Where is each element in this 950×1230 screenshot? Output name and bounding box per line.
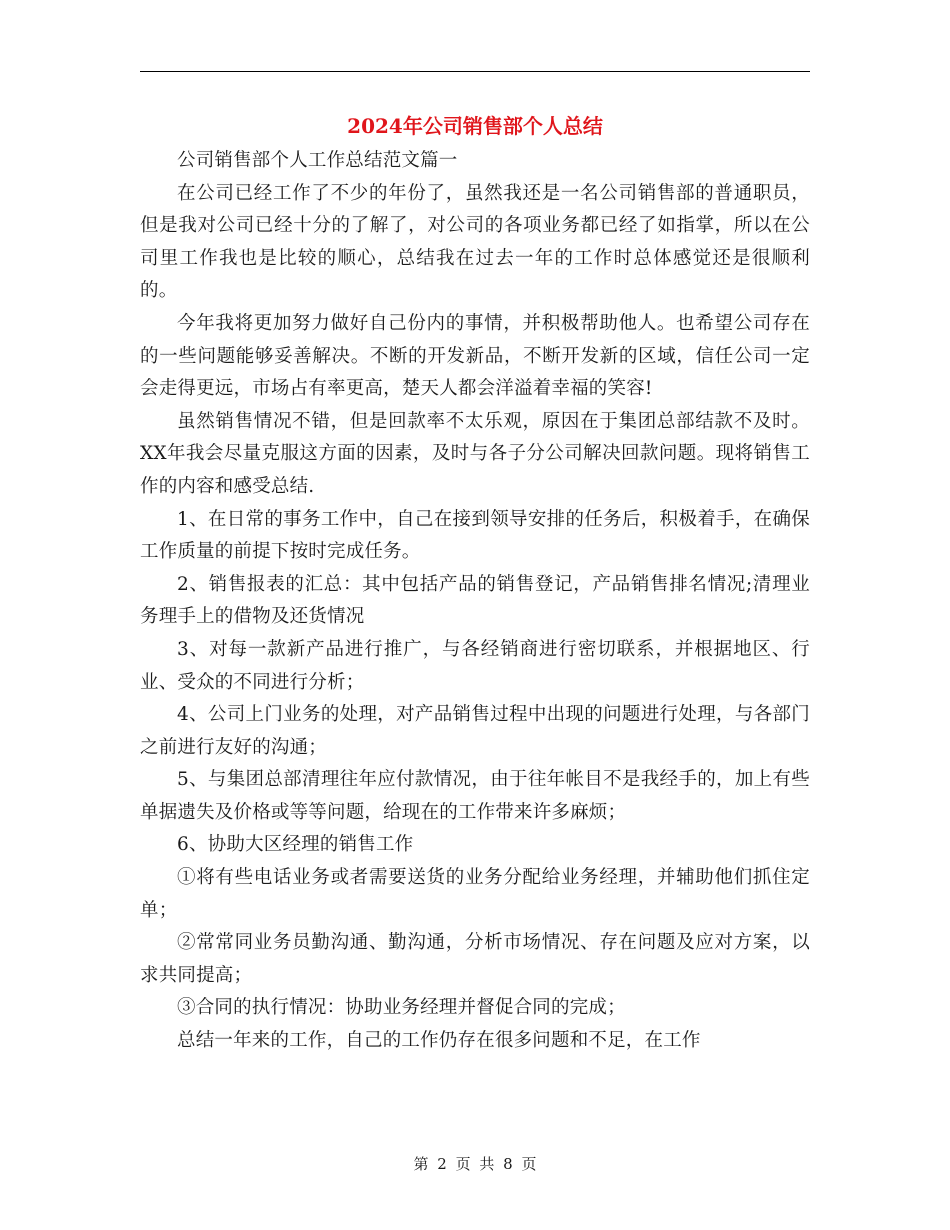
paragraph-summary: 总结一年来的工作，自己的工作仍存在很多问题和不足，在工作 (177, 1030, 701, 1052)
list-item-6: 6、协助大区经理的销售工作 (177, 834, 414, 856)
sub-item-1: ①将有些电话业务或者需要送货的业务分配给业务经理，并辅助他们抓住定单； (140, 867, 810, 921)
paragraph-2: 今年我将更加努力做好自己份内的事情，并积极帮助他人。也希望公司存在的一些问题能够妥善解决。不断的开发新品，不断开发新的区域，信任公司一定会走得更远，市场占有率更高，楚天人都会洋溢着幸福的笑容! (140, 312, 810, 400)
document-title: 2024年公司销售部个人总结 (347, 114, 603, 138)
paragraph-subtitle: 公司销售部个人工作总结范文篇一 (177, 150, 458, 171)
page-footer: 第 2 页 共 8 页 (413, 1155, 537, 1173)
header-rule (140, 71, 810, 72)
paragraph-1: 在公司已经工作了不少的年份了，虽然我还是一名公司销售部的普通职员，但是我对公司已经十分的了解了，对公司的各项业务都已经了如指掌，所以在公司里工作我也是比较的顺心，总结我在过去一年的工作时总体感觉还是很顺利的。 (140, 182, 810, 302)
list-item-1: 1、在日常的事务工作中，自己在接到领导安排的任务后，积极着手，在确保工作质量的前提下按时完成任务。 (140, 508, 810, 563)
list-item-5: 5、与集团总部清理往年应付款情况，由于往年帐目不是我经手的，加上有些单据遗失及价格或等等问题，给现在的工作带来许多麻烦； (140, 769, 810, 823)
list-item-3: 3、对每一款新产品进行推广，与各经销商进行密切联系，并根据地区、行业、受众的不同进行分析； (140, 638, 810, 693)
sub-item-2: ②常常同业务员勤沟通、勤沟通，分析市场情况、存在问题及应对方案，以求共同提高； (140, 932, 810, 986)
sub-item-3: ③合同的执行情况：协助业务经理并督促合同的完成； (177, 997, 626, 1019)
list-item-4: 4、公司上门业务的处理，对产品销售过程中出现的问题进行处理，与各部门之前进行友好的沟通； (140, 704, 810, 758)
list-item-2: 2、销售报表的汇总：其中包括产品的销售登记，产品销售排名情况;清理业务理手上的借物及还货情况 (140, 573, 810, 628)
document-body (140, 145, 810, 1058)
paragraph-3: 虽然销售情况不错，但是回款率不太乐观，原因在于集团总部结款不及时。XX年我会尽量克服这方面的因素，及时与各子分公司解决回款问题。现将销售工作的内容和感受总结. (140, 410, 810, 497)
